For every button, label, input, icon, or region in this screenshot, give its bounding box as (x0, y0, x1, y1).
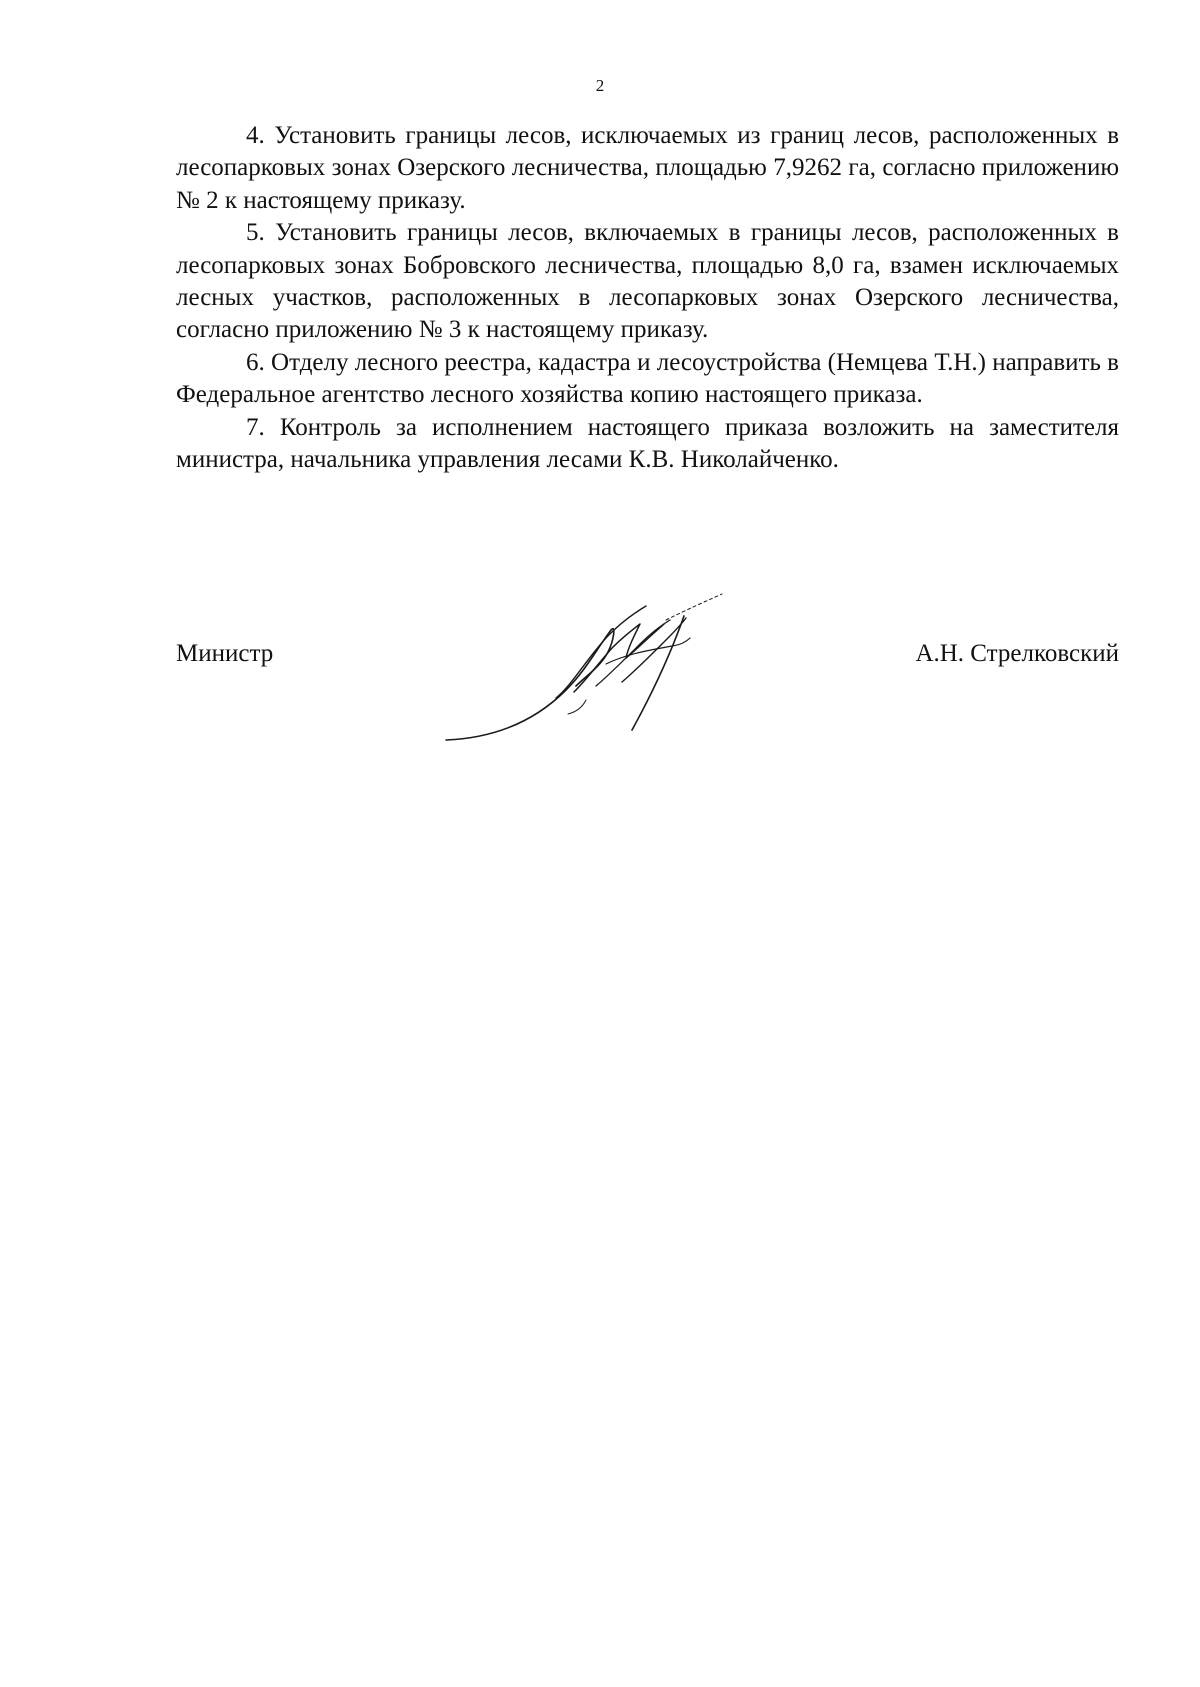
document-body (176, 120, 1119, 476)
paragraph-5: 5. Установить границы лесов, включаемых в границы лесов, расположенных в лесопарковых зонах Бобровского лесничества, площадью 8,0 га, взамен исключаемых лесных участков, расположенных в лесопарковых зонах Озерского лесничества, согласно приложению № 3 к настоящему приказу. (176, 219, 1119, 344)
handwritten-signature (436, 590, 756, 750)
paragraph-4: 4. Установить границы лесов, исключаемых из границ лесов, расположенных в лесопарковых зонах Озерского лесничества, площадью 7,9262 га, согласно приложению № 2 к настоящему приказу. (176, 122, 1119, 214)
paragraph-7: 7. Контроль за исполнением настоящего приказа возложить на заместителя министра, начальника управления лесами К.В. Николайченко. (176, 413, 1119, 474)
signatory-title: Министр (176, 640, 274, 667)
signatory-name: А.Н. Стрелковский (915, 640, 1119, 667)
paragraph-6: 6. Отделу лесного реестра, кадастра и лесоустройства (Немцева Т.Н.) направить в Федеральное агентство лесного хозяйства копию настоящего приказа. (176, 348, 1119, 409)
page-number: 2 (595, 76, 605, 95)
